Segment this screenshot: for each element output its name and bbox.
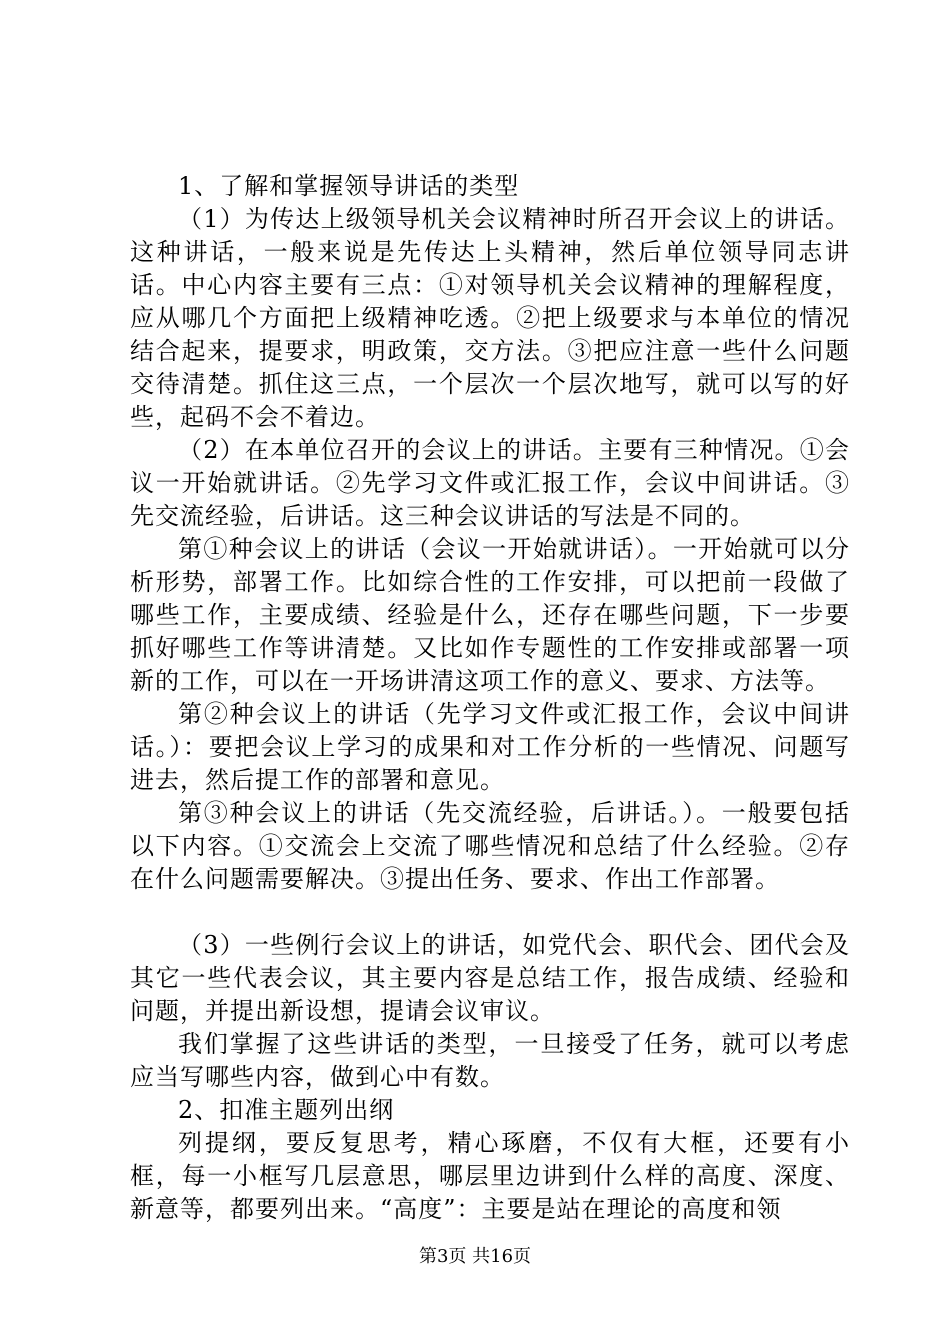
paragraph: 第①种会议上的讲话（会议一开始就讲话）。一开始就可以分析形势，部署工作。比如综合性的工作安排，可以把前一段做了哪些工作，主要成绩、经验是什么，还存在哪些问题，下一步要抓好哪些工作等讲清楚。又比如作专题性的工作安排或部署一项新的工作，可以在一开场讲清这项工作的意义、要求、方法等。 [130, 535, 850, 695]
section-heading: 1、了解和掌握领导讲话的类型 [178, 172, 520, 200]
paragraph: 列提纲，要反复思考，精心琢磨，不仅有大框，还要有小框，每一小框写几层意思，哪层里边讲到什么样的高度、深度、新意等，都要列出来。“高度”：主要是站在理论的高度和领 [130, 1129, 850, 1223]
paragraph: 第③种会议上的讲话（先交流经验，后讲话。）。一般要包括以下内容。①交流会上交流了哪些情况和总结了什么经验。②存在什么问题需要解决。③提出任务、要求、作出工作部署。 [130, 799, 850, 893]
paragraph: 我们掌握了这些讲话的类型，一旦接受了任务，就可以考虑应当写哪些内容，做到心中有数。 [130, 1030, 850, 1091]
paragraph: 第②种会议上的讲话（先学习文件或汇报工作，会议中间讲话。）：要把会议上学习的成果和对工作分析的一些情况、问题写进去，然后提工作的部署和意见。 [130, 700, 850, 794]
paragraph: （2）在本单位召开的会议上的讲话。主要有三种情况。①会议一开始就讲话。②先学习文件或汇报工作，会议中间讲话。③先交流经验，后讲话。这三种会议讲话的写法是不同的。 [130, 436, 850, 530]
page-number-footer: 第3页 共16页 [418, 1246, 532, 1267]
document-body [130, 170, 850, 1226]
paragraph: （3）一些例行会议上的讲话，如党代会、职代会、团代会及其它一些代表会议，其主要内容是总结工作，报告成绩、经验和问题，并提出新设想，提请会议审议。 [130, 931, 850, 1025]
paragraph: （1）为传达上级领导机关会议精神时所召开会议上的讲话。这种讲话，一般来说是先传达上头精神，然后单位领导同志讲话。中心内容主要有三点：①对领导机关会议精神的理解程度，应从哪几个方面把上级精神吃透。②把上级要求与本单位的情况结合起来，提要求，明政策，交方法。③把应注意一些什么问题交待清楚。抓住这三点，一个层次一个层次地写，就可以写的好些，起码不会不着边。 [130, 205, 850, 431]
section-heading: 2、扣准主题列出纲 [178, 1096, 395, 1124]
